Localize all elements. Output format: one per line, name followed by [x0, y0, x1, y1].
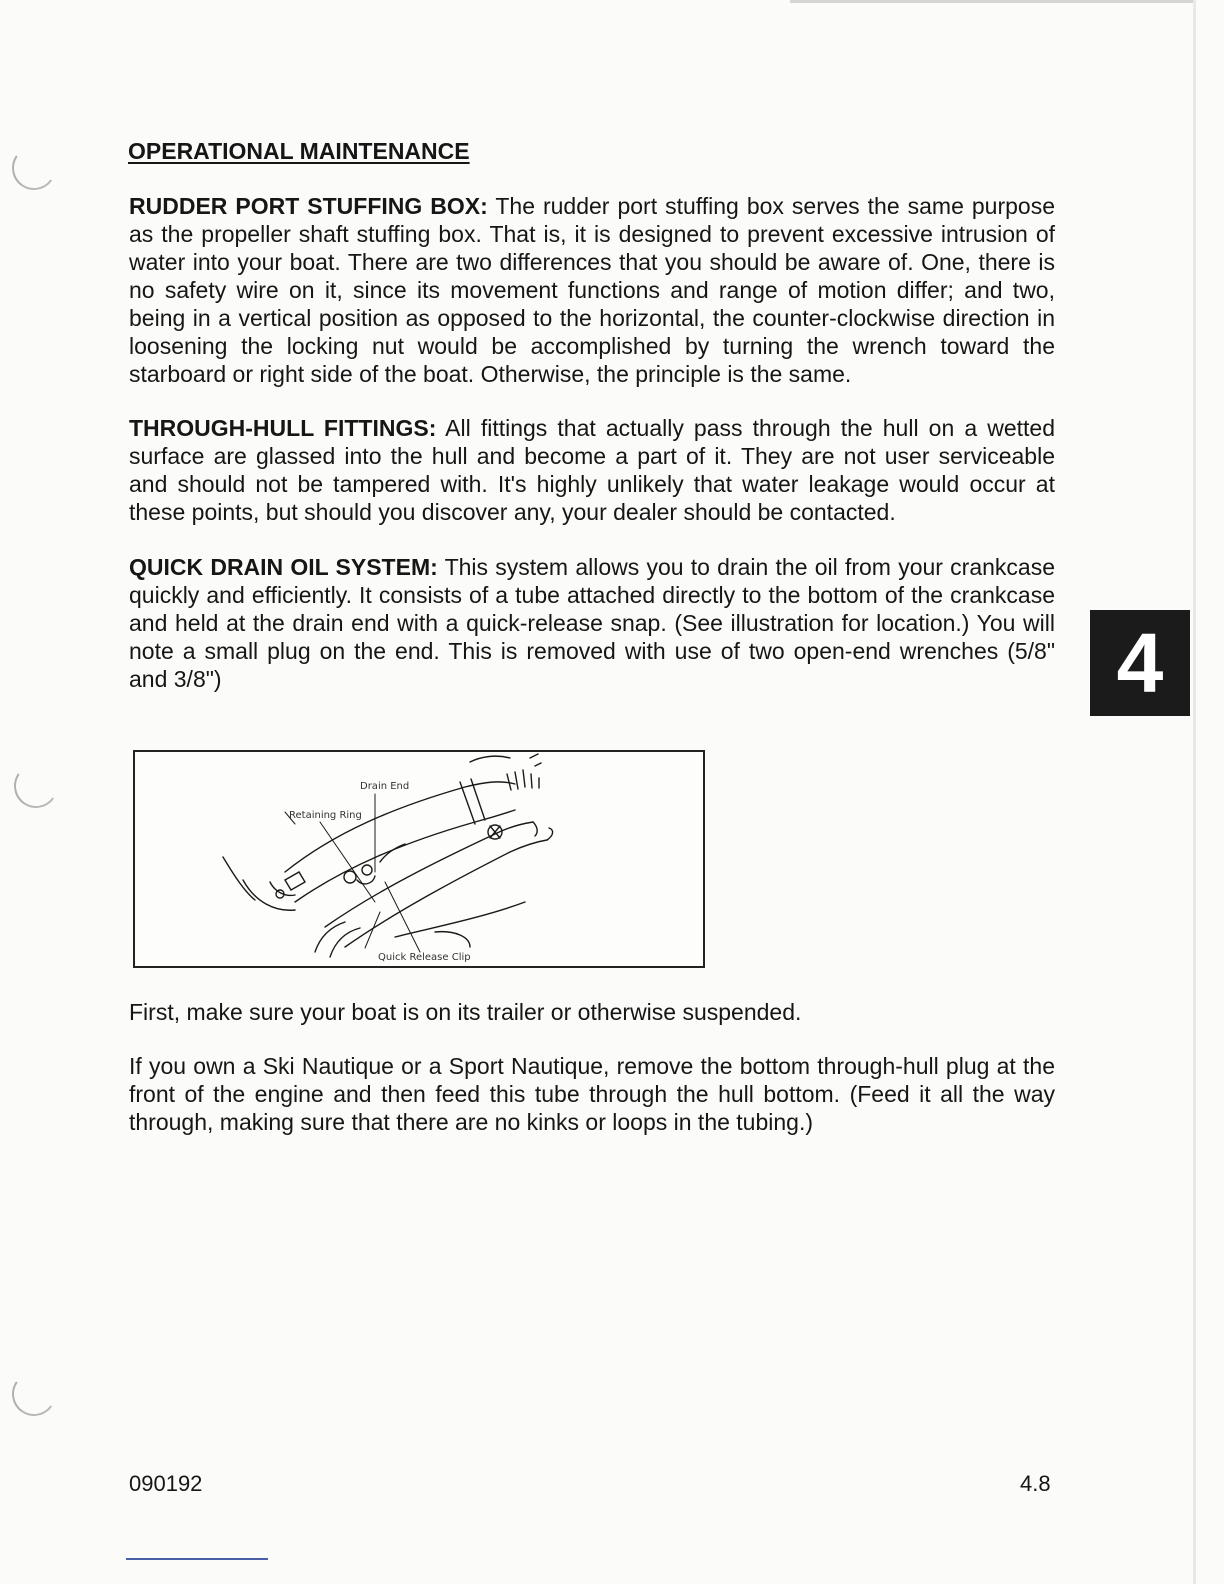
engine-outline: [223, 857, 255, 900]
through-hull-text: All fittings that actually pass through the hull on a wetted surface are glassed into the hull and become a part of it. They are not user serviceable and should not be tampered with. It's highly unlikely that water leakage would occur at these points, but should you discover any, your dealer should be contacted.: [129, 415, 1055, 525]
binder-hole-top: [9, 143, 60, 194]
rudder-port-heading: RUDDER PORT STUFFING BOX:: [129, 193, 488, 219]
ski-nautique-paragraph: If you own a Ski Nautique or a Sport Nautique, remove the bottom through-hull plug at the front of the engine and then feed this tube through the hull bottom. (Feed it all the way through, making sure that there are no kinks or loops in the tubing.): [129, 1053, 1055, 1135]
through-hull-heading: THROUGH-HULL FITTINGS:: [129, 415, 437, 441]
rudder-port-text: The rudder port stuffing box serves the same purpose as the propeller shaft stuffing box. That is, it is designed to prevent excessive intrusion of water into your boat. There are two differences that you should be aware of. One, there is no safety wire on it, since its movement functions and range of motion differ; and two, being in a vertical position as opposed to the horizontal, the counter-clockwise direction in loosening the locking nut would be accomplished by turning the wrench toward the starboard or right side of the boat. Otherwise, the principle is the same.: [129, 193, 1055, 387]
first-step-paragraph: First, make sure your boat is on its trailer or otherwise suspended.: [129, 999, 802, 1025]
binder-hole-bottom: [9, 1369, 60, 1420]
label-drain-end: Drain End: [360, 781, 410, 792]
quick-drain-text: This system allows you to drain the oil from your crankcase quickly and efficiently. It consists of a tube attached directly to the bottom of the crankcase and held at the drain end with a quick-release snap. (See illustration for location.) You will note a small plug on the end. This is removed with use of two open-end wrenches (5/8" and 3/8"): [129, 554, 1055, 692]
bottom-edge-rule: [126, 1558, 268, 1560]
page-number: 4.8: [1020, 1471, 1051, 1496]
page-title: OPERATIONAL MAINTENANCE: [128, 138, 470, 164]
quick-drain-paragraph: [129, 553, 1055, 693]
chapter-tab: 4: [1090, 610, 1190, 716]
drain-tube-lower-edge: [295, 810, 515, 902]
label-quick-release-clip: Quick Release Clip: [378, 952, 471, 963]
quick-drain-heading: QUICK DRAIN OIL SYSTEM:: [129, 554, 438, 580]
drain-tube-upper-edge: [285, 782, 515, 872]
label-retaining-ring: Retaining Ring: [289, 810, 362, 821]
binder-hole-middle: [11, 761, 62, 812]
top-edge-rule: [790, 0, 1194, 3]
page-right-edge: [1193, 0, 1196, 1584]
document-code: 090192: [129, 1471, 203, 1496]
quick-drain-illustration: [133, 750, 705, 968]
rudder-port-paragraph: [129, 192, 1055, 388]
through-hull-paragraph: [129, 414, 1055, 526]
illustration-drawing: [135, 752, 703, 966]
